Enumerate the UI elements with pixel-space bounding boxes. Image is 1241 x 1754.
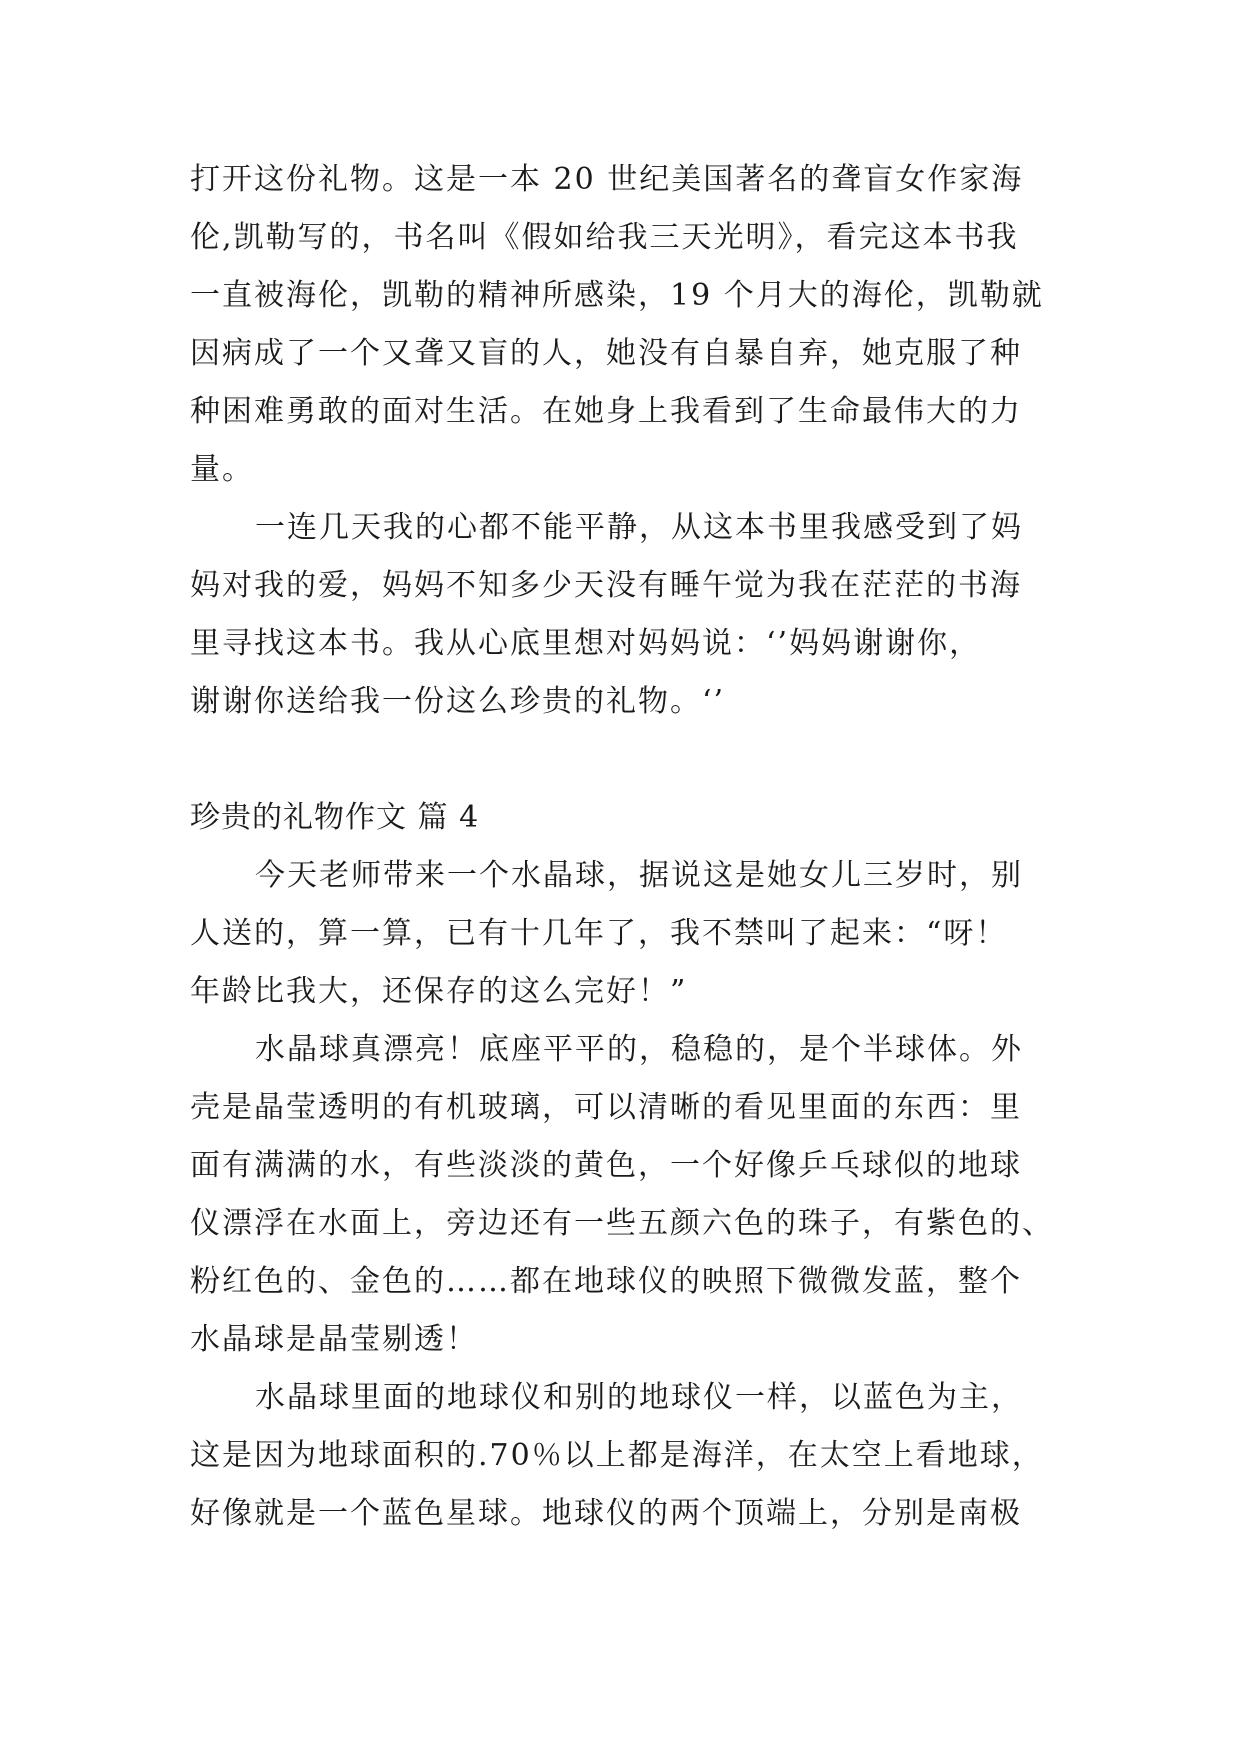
paragraph-line: 量。 xyxy=(190,452,254,487)
paragraph-line: 因病成了一个又聋又盲的人，她没有自暴自弃，她克服了种 xyxy=(190,336,1022,371)
paragraph-line: 粉红色的、金色的……都在地球仪的映照下微微发蓝，整个 xyxy=(190,1264,1022,1299)
paragraph-line: 打开这份礼物。这是一本 20 世纪美国著名的聋盲女作家海 xyxy=(190,162,1024,197)
paragraph-line: 壳是晶莹透明的有机玻璃，可以清晰的看见里面的东西：里 xyxy=(190,1090,1022,1125)
section-heading: 珍贵的礼物作文 篇 4 xyxy=(190,800,480,835)
paragraph-line: 人送的，算一算，已有十几年了，我不禁叫了起来：“呀！ xyxy=(190,916,1008,951)
paragraph-line: 伦,凯勒写的，书名叫《假如给我三天光明》，看完这本书我 xyxy=(190,220,1019,255)
paragraph-line: 妈对我的爱，妈妈不知多少天没有睡午觉为我在茫茫的书海 xyxy=(190,568,1022,603)
paragraph-line: 水晶球真漂亮！底座平平的，稳稳的，是个半球体。外 xyxy=(255,1032,1023,1067)
paragraph-line: 谢谢你送给我一份这么珍贵的礼物。‘’ xyxy=(190,684,726,719)
paragraph-line: 今天老师带来一个水晶球，据说这是她女儿三岁时，别 xyxy=(255,858,1023,893)
paragraph-line: 仪漂浮在水面上，旁边还有一些五颜六色的珠子，有紫色的、 xyxy=(190,1206,1054,1241)
paragraph-line: 里寻找这本书。我从心底里想对妈妈说：‘’妈妈谢谢你， xyxy=(190,626,982,661)
paragraph-line: 水晶球里面的地球仪和别的地球仪一样，以蓝色为主， xyxy=(255,1380,1023,1415)
paragraph-line: 一直被海伦，凯勒的精神所感染，19 个月大的海伦，凯勒就 xyxy=(190,278,1044,313)
paragraph-line: 面有满满的水，有些淡淡的黄色，一个好像乒乓球似的地球 xyxy=(190,1148,1022,1183)
paragraph-line: 好像就是一个蓝色星球。地球仪的两个顶端上，分别是南极 xyxy=(190,1496,1022,1531)
paragraph-line: 水晶球是晶莹剔透！ xyxy=(190,1322,478,1357)
paragraph-line: 种困难勇敢的面对生活。在她身上我看到了生命最伟大的力 xyxy=(190,394,1022,429)
paragraph-line: 这是因为地球面积的.70％以上都是海洋，在太空上看地球， xyxy=(190,1438,1044,1473)
paragraph-line: 一连几天我的心都不能平静，从这本书里我感受到了妈 xyxy=(255,510,1023,545)
paragraph-line: 年龄比我大，还保存的这么完好！” xyxy=(190,974,688,1009)
